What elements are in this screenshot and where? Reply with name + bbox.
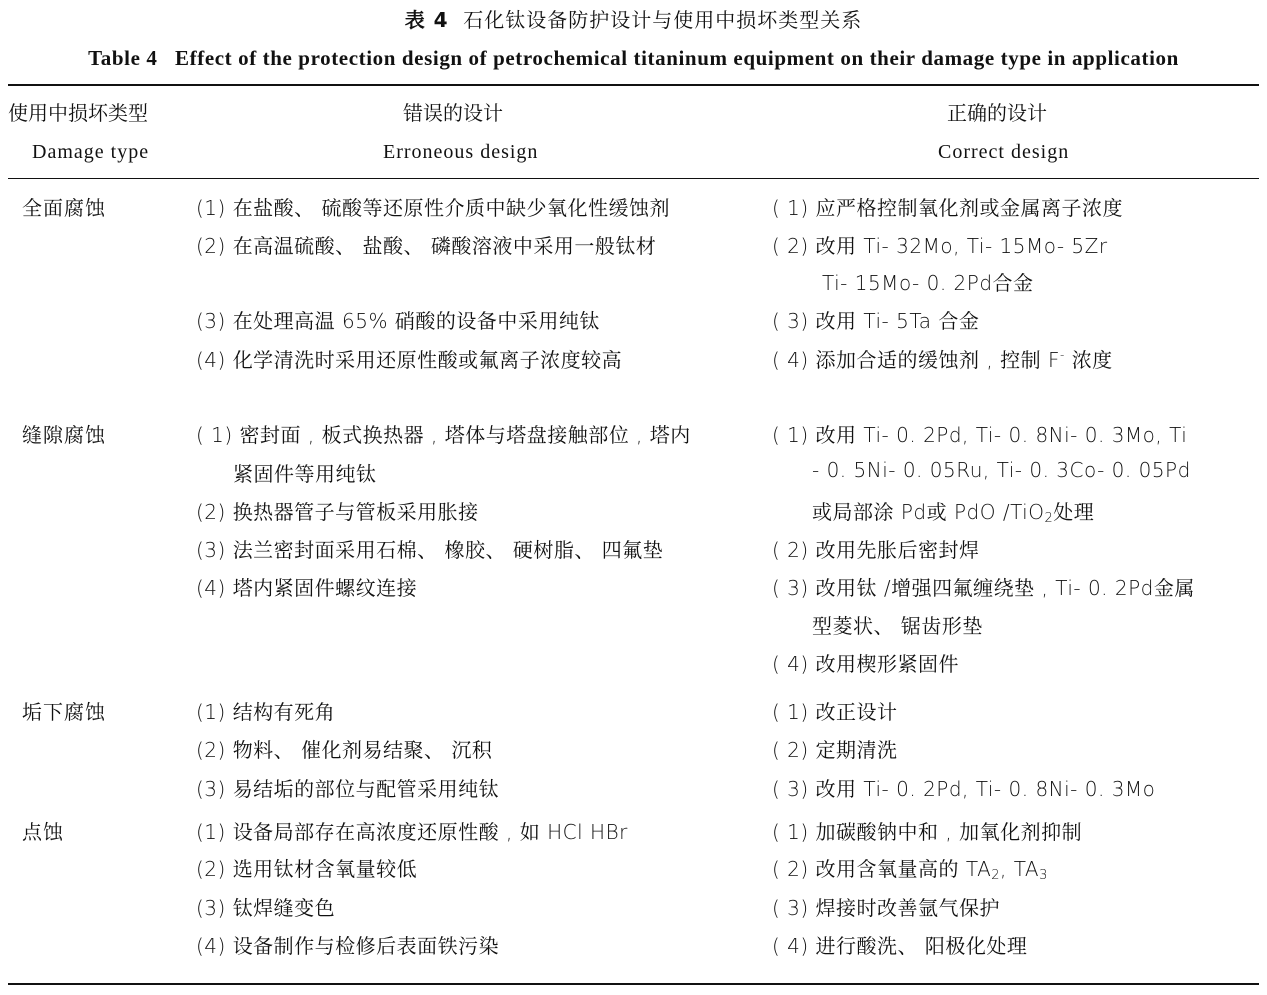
erroneous-line: (3) 在处理高温 65% 硝酸的设备中采用纯钛 [196, 309, 600, 333]
table-bottom-rule [8, 983, 1259, 985]
correct-line: 型菱状、 锯齿形垫 [812, 614, 983, 638]
correct-text: ( 2) 改用含氧量高的 TA [772, 857, 992, 881]
correct-line: - 0. 5Ni- 0. 05Ru, Ti- 0. 3Co- 0. 05Pd [812, 458, 1191, 482]
correct-line [772, 853, 1048, 883]
subscript: 3 [1039, 868, 1048, 883]
table-caption-en [0, 46, 1267, 71]
table-title-zh: 石化钛设备防护设计与使用中损坏类型关系 [463, 8, 863, 32]
header-erroneous-zh: 错误的设计 [403, 101, 503, 125]
erroneous-line: (1) 设备局部存在高浓度还原性酸 , 如 HCl HBr [196, 820, 628, 844]
table-label-zh: 表 4 [404, 8, 449, 32]
correct-line: ( 1) 改正设计 [772, 700, 898, 724]
erroneous-line: (2) 换热器管子与管板采用胀接 [196, 500, 479, 524]
damage-type-cell: 缝隙腐蚀 [22, 423, 106, 447]
erroneous-line: (4) 设备制作与检修后表面铁污染 [196, 934, 500, 958]
header-correct-zh: 正确的设计 [947, 101, 1047, 125]
correct-line [772, 344, 1113, 373]
erroneous-line: 紧固件等用纯钛 [233, 462, 377, 486]
erroneous-line: (3) 法兰密封面采用石棉、 橡胶、 硬树脂、 四氟垫 [196, 538, 664, 562]
erroneous-line: (1) 结构有死角 [196, 700, 336, 724]
correct-line: ( 2) 改用先胀后密封焊 [772, 538, 980, 562]
correct-text: 浓度 [1071, 348, 1113, 372]
header-damage-type-en: Damage type [32, 141, 150, 163]
damage-type-cell: 全面腐蚀 [22, 196, 106, 220]
damage-type-cell: 垢下腐蚀 [22, 700, 106, 724]
correct-line: ( 3) 焊接时改善氩气保护 [772, 896, 1001, 920]
correct-line: ( 4) 进行酸洗、 阳极化处理 [772, 934, 1028, 958]
header-damage-type-zh: 使用中损坏类型 [8, 101, 148, 125]
erroneous-line: (3) 易结垢的部位与配管采用纯钛 [196, 777, 500, 801]
header-correct-en: Correct design [938, 141, 1070, 163]
correct-text: 或局部涂 Pd或 PdO /TiO [812, 500, 1045, 524]
correct-text: , TA [1000, 857, 1040, 881]
erroneous-line: (2) 物料、 催化剂易结聚、 沉积 [196, 738, 493, 762]
erroneous-line: (1) 在盐酸、 硫酸等还原性介质中缺少氧化性缓蚀剂 [196, 196, 671, 220]
correct-text: ( 4) 添加合适的缓蚀剂 , 控制 F [772, 348, 1060, 372]
table-title-en: Effect of the protection design of petrochemical titaninum equipment on their damage type in application [175, 46, 1179, 70]
table-caption-zh [0, 4, 1267, 33]
correct-text: 处理 [1053, 500, 1095, 524]
superscript-minus: - [1059, 348, 1065, 362]
subscript: 2 [991, 868, 1001, 883]
erroneous-line: (3) 钛焊缝变色 [196, 896, 336, 920]
table-header-rule [8, 178, 1259, 179]
subscript: 2 [1044, 511, 1054, 526]
erroneous-line: (2) 在高温硫酸、 盐酸、 磷酸溶液中采用一般钛材 [196, 234, 657, 258]
erroneous-line: (4) 塔内紧固件螺纹连接 [196, 576, 418, 600]
correct-line: ( 2) 定期清洗 [772, 738, 898, 762]
correct-line: ( 1) 加碳酸钠中和 , 加氧化剂抑制 [772, 820, 1083, 844]
table-label-en: Table 4 [88, 46, 158, 70]
correct-line [812, 496, 1094, 526]
correct-line: ( 3) 改用钛 /增强四氟缠绕垫 , Ti- 0. 2Pd金属 [772, 576, 1195, 600]
correct-line: ( 3) 改用 Ti- 0. 2Pd, Ti- 0. 8Ni- 0. 3Mo [772, 777, 1156, 801]
correct-line: ( 2) 改用 Ti- 32Mo, Ti- 15Mo- 5Zr [772, 234, 1108, 258]
correct-line: ( 1) 改用 Ti- 0. 2Pd, Ti- 0. 8Ni- 0. 3Mo, Ti [772, 423, 1188, 447]
erroneous-line: ( 1) 密封面 , 板式换热器 , 塔体与塔盘接触部位 , 塔内 [196, 423, 691, 447]
header-erroneous-en: Erroneous design [383, 141, 539, 163]
erroneous-line: (4) 化学清洗时采用还原性酸或氟离子浓度较高 [196, 348, 623, 372]
correct-line: Ti- 15Mo- 0. 2Pd合金 [822, 271, 1034, 295]
correct-line: ( 3) 改用 Ti- 5Ta 合金 [772, 309, 980, 333]
correct-line: ( 1) 应严格控制氧化剂或金属离子浓度 [772, 196, 1124, 220]
table-top-rule [8, 84, 1259, 86]
damage-type-cell: 点蚀 [22, 820, 64, 844]
correct-line: ( 4) 改用楔形紧固件 [772, 652, 960, 676]
erroneous-line: (2) 选用钛材含氧量较低 [196, 857, 418, 881]
